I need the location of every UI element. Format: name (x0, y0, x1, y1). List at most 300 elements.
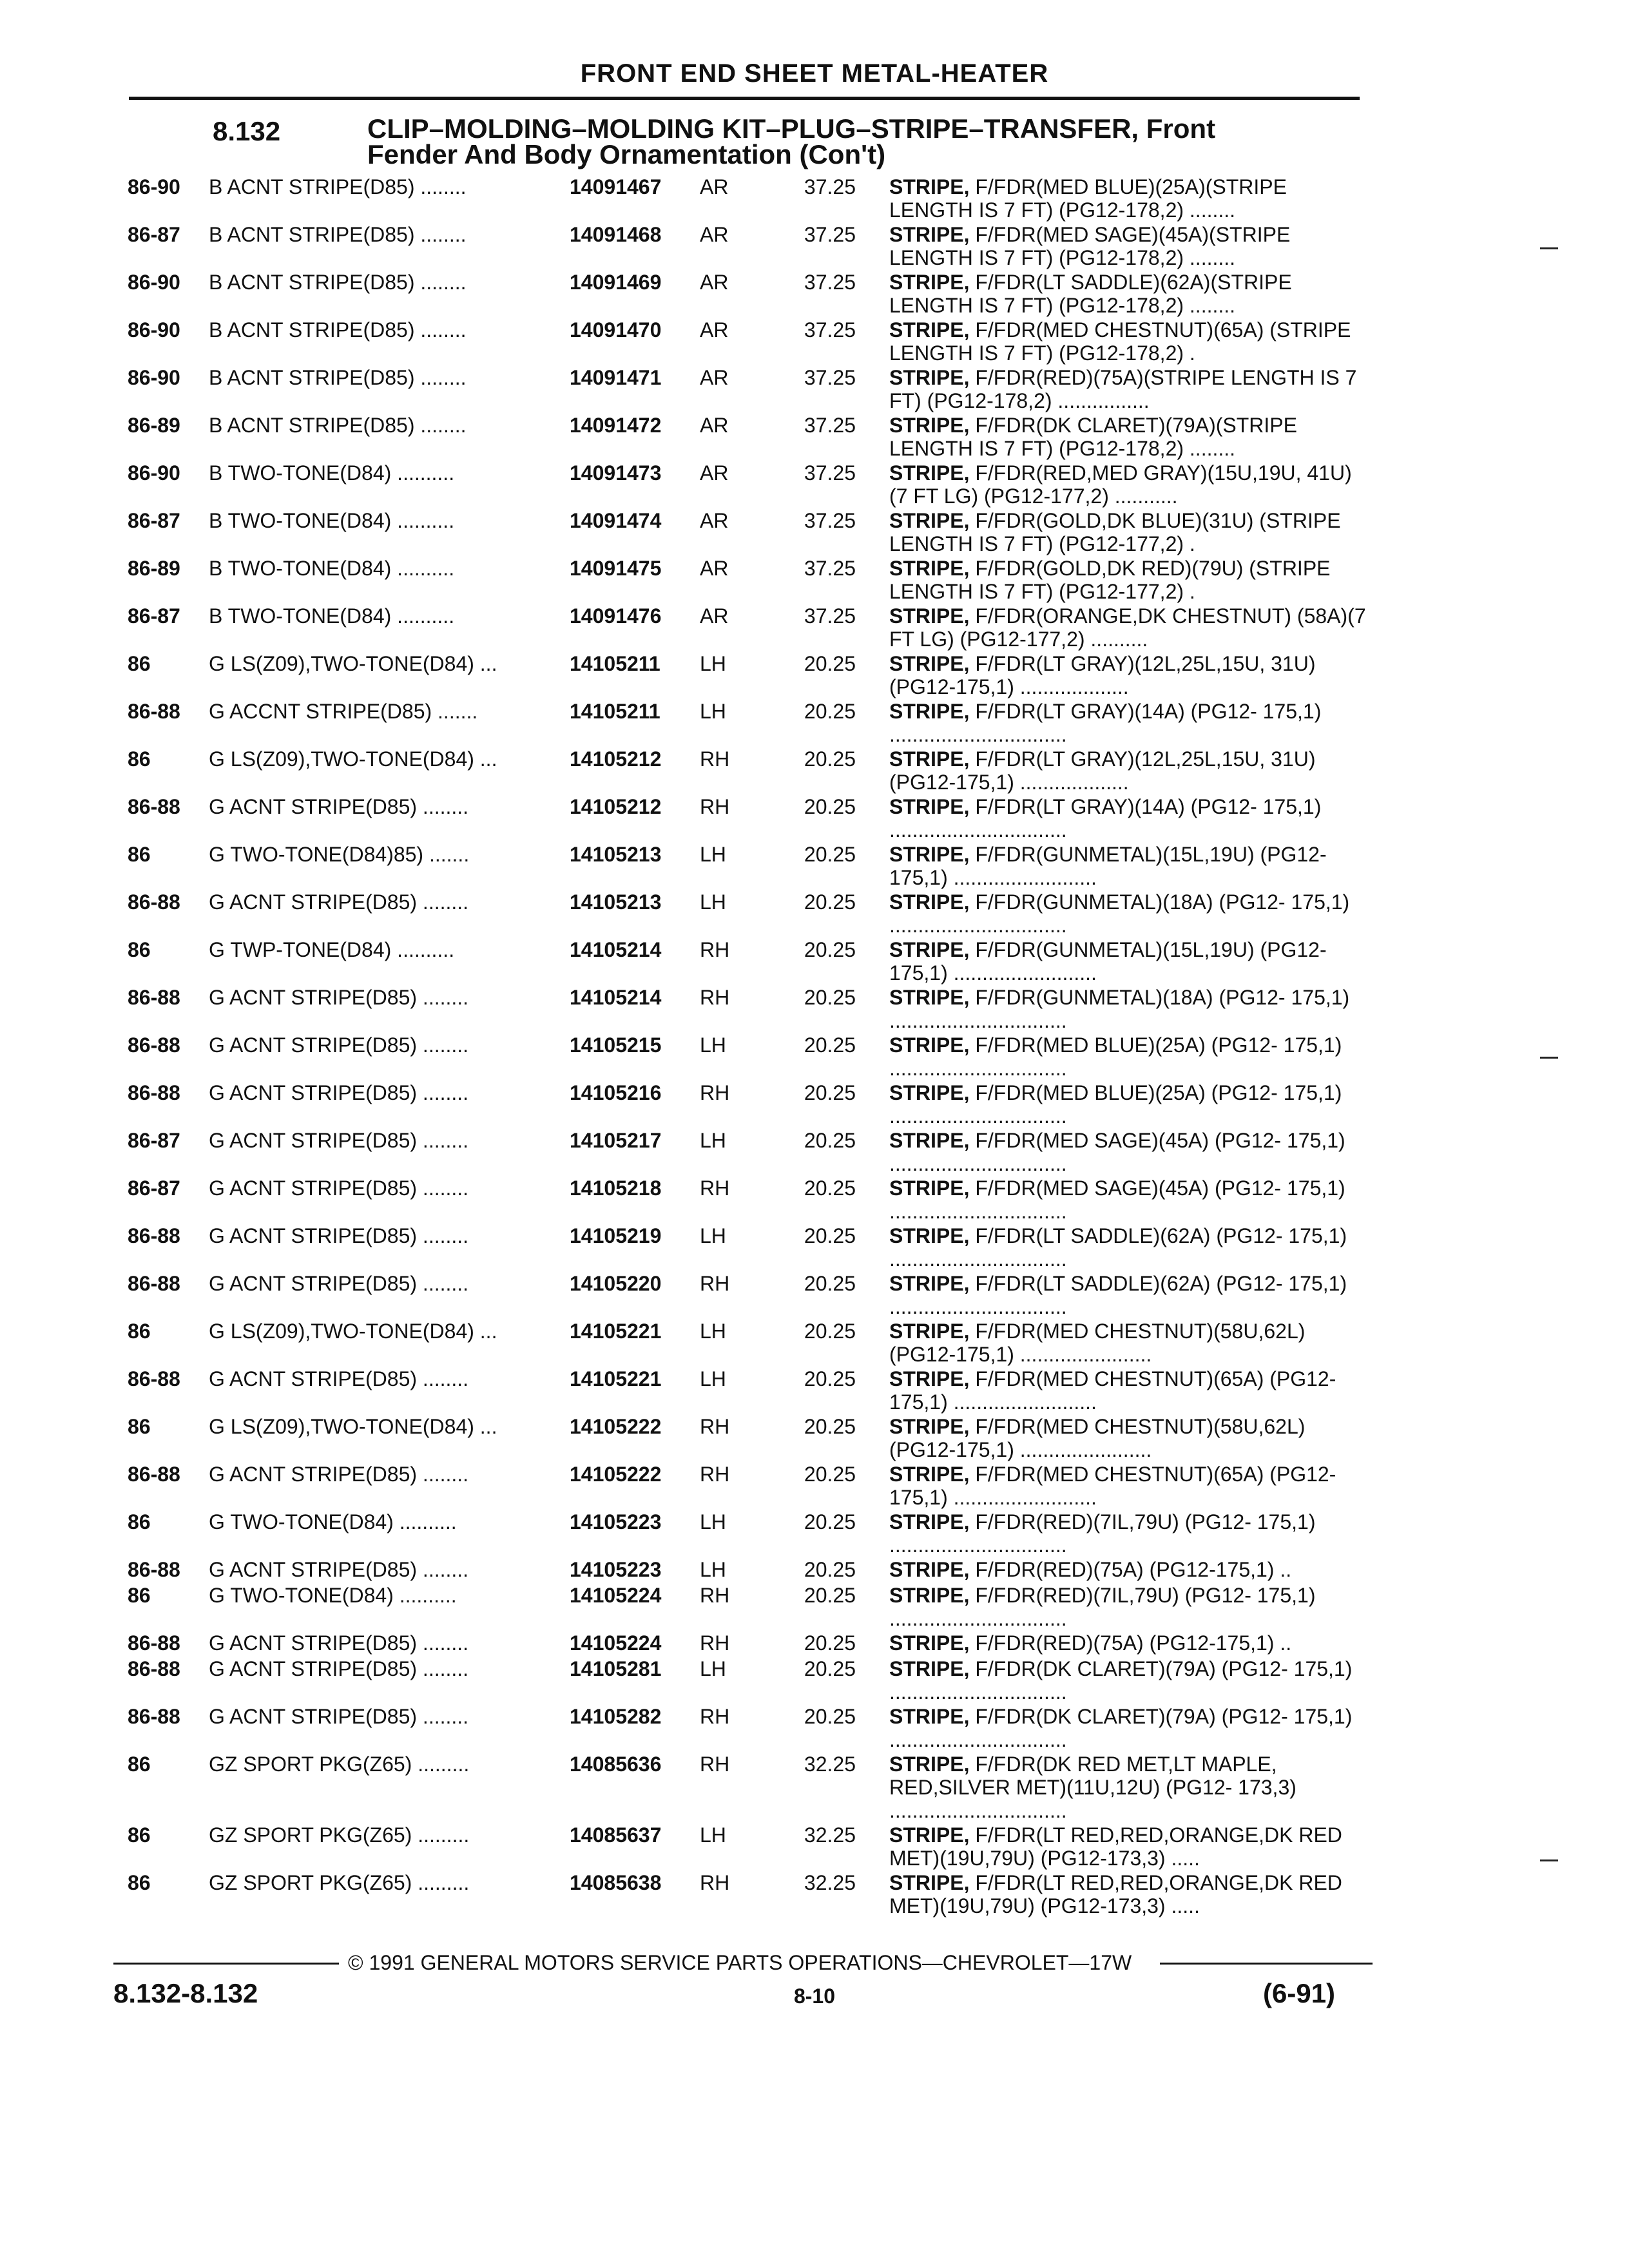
part-description (889, 1224, 1366, 1272)
model-year: 86-88 (128, 890, 180, 914)
part-name: STRIPE, (889, 175, 970, 198)
model-year: 86 (128, 843, 151, 866)
model-year: 86-90 (128, 318, 180, 341)
part-detail: F/FDR(DK RED MET,LT MAPLE, RED,SILVER MET)(11U,12U) (PG12- 173,3) ............................... (889, 1753, 1296, 1822)
part-detail: F/FDR(MED BLUE)(25A) (PG12- 175,1) ............................... (889, 1081, 1342, 1128)
table-row (0, 1033, 1629, 1081)
part-detail: F/FDR(GOLD,DK RED)(79U) (STRIPE LENGTH IS 7 FT) (PG12-177,2) . (889, 557, 1331, 603)
part-detail: F/FDR(MED SAGE)(45A)(STRIPE LENGTH IS 7 FT) (PG12-178,2) ........ (889, 223, 1291, 269)
position: RH (700, 1415, 730, 1438)
part-detail: F/FDR(MED CHESTNUT)(58U,62L) (PG12-175,1) ....................... (889, 1415, 1306, 1461)
application: G LS(Z09),TWO-TONE(D84) ... (209, 747, 497, 771)
position: AR (700, 509, 729, 532)
part-number: 14091472 (570, 414, 662, 437)
part-description (889, 700, 1366, 747)
part-detail: F/FDR(DK CLARET)(79A)(STRIPE LENGTH IS 7 FT) (PG12-178,2) ........ (889, 414, 1297, 460)
part-name: STRIPE, (889, 414, 970, 437)
model-year: 86 (128, 938, 151, 961)
part-description (889, 1463, 1366, 1510)
position: LH (700, 1510, 726, 1533)
position: RH (700, 1871, 730, 1894)
price: 20.25 (804, 938, 856, 961)
part-description (889, 1584, 1366, 1631)
margin-mark (1540, 247, 1558, 249)
part-name: STRIPE, (889, 318, 970, 341)
part-number: 14091471 (570, 366, 662, 389)
table-row (0, 318, 1629, 366)
model-year: 86-87 (128, 509, 180, 532)
position: RH (700, 1705, 730, 1728)
table-row (0, 890, 1629, 938)
part-name: STRIPE, (889, 1129, 970, 1152)
table-row (0, 1558, 1629, 1584)
part-description (889, 175, 1366, 223)
table-row (0, 1367, 1629, 1415)
part-number: 14105221 (570, 1367, 662, 1390)
price: 37.25 (804, 271, 856, 294)
section-title-line-1: CLIP–MOLDING–MOLDING KIT–PLUG–STRIPE–TRANSFER, Front (367, 113, 1216, 144)
part-name: STRIPE, (889, 700, 970, 723)
part-detail: F/FDR(GUNMETAL)(15L,19U) (PG12-175,1) ......................... (889, 938, 1327, 985)
model-year: 86-89 (128, 414, 180, 437)
table-row (0, 700, 1629, 747)
part-number: 14105212 (570, 747, 662, 771)
page-number: 8-10 (793, 1984, 836, 2008)
part-detail: F/FDR(RED)(7IL,79U) (PG12- 175,1) ............................... (889, 1510, 1316, 1557)
part-number: 14105219 (570, 1224, 662, 1247)
table-row (0, 175, 1629, 223)
section-title (367, 113, 1216, 169)
part-name: STRIPE, (889, 938, 970, 961)
price: 37.25 (804, 318, 856, 341)
part-detail: F/FDR(LT GRAY)(14A) (PG12- 175,1) ............................... (889, 700, 1322, 746)
part-number: 14085638 (570, 1871, 662, 1894)
part-number: 14105213 (570, 843, 662, 866)
application: G ACNT STRIPE(D85) ........ (209, 1631, 469, 1655)
part-detail: F/FDR(RED,MED GRAY)(15U,19U, 41U)(7 FT LG) (PG12-177,2) ........... (889, 461, 1352, 508)
part-number: 14105218 (570, 1177, 662, 1200)
table-row (0, 223, 1629, 271)
part-detail: F/FDR(RED)(75A) (PG12-175,1) .. (969, 1558, 1292, 1581)
part-description (889, 1177, 1366, 1224)
position: AR (700, 271, 729, 294)
page-title: FRONT END SHEET METAL-HEATER (580, 59, 1049, 88)
position: AR (700, 223, 729, 246)
price: 20.25 (804, 1705, 856, 1728)
application: B TWO-TONE(D84) .......... (209, 461, 455, 485)
part-name: STRIPE, (889, 843, 970, 866)
table-row (0, 509, 1629, 557)
model-year: 86-88 (128, 1558, 180, 1581)
part-description (889, 1129, 1366, 1177)
position: AR (700, 175, 729, 198)
part-name: STRIPE, (889, 1033, 970, 1057)
model-year: 86 (128, 1415, 151, 1438)
part-description (889, 1510, 1366, 1558)
table-row (0, 1753, 1629, 1823)
price: 20.25 (804, 890, 856, 914)
part-number: 14105214 (570, 938, 662, 961)
price: 20.25 (804, 1129, 856, 1152)
application: B ACNT STRIPE(D85) ........ (209, 366, 467, 389)
part-detail: F/FDR(GUNMETAL)(15L,19U) (PG12-175,1) ......................... (889, 843, 1327, 889)
model-year: 86-88 (128, 1657, 180, 1680)
parts-list (0, 175, 1629, 1919)
part-detail: F/FDR(LT GRAY)(14A) (PG12- 175,1) ............................... (889, 795, 1322, 841)
position: RH (700, 1584, 730, 1607)
application: G ACNT STRIPE(D85) ........ (209, 890, 469, 914)
part-detail: F/FDR(GOLD,DK BLUE)(31U) (STRIPE LENGTH IS 7 FT) (PG12-177,2) . (889, 509, 1341, 555)
part-detail: F/FDR(DK CLARET)(79A) (PG12- 175,1) ............................... (889, 1657, 1353, 1704)
part-number: 14105215 (570, 1033, 662, 1057)
part-name: STRIPE, (889, 1081, 970, 1104)
part-name: STRIPE, (889, 509, 970, 532)
part-detail: F/FDR(MED BLUE)(25A) (PG12- 175,1) ............................... (889, 1033, 1342, 1080)
price: 20.25 (804, 1657, 856, 1680)
part-description (889, 1657, 1366, 1705)
part-number: 14105217 (570, 1129, 662, 1152)
part-description (889, 1753, 1366, 1823)
position: AR (700, 461, 729, 485)
part-name: STRIPE, (889, 1657, 970, 1680)
part-description (889, 1081, 1366, 1129)
application: G ACNT STRIPE(D85) ........ (209, 1033, 469, 1057)
table-row (0, 414, 1629, 461)
application: G LS(Z09),TWO-TONE(D84) ... (209, 1320, 497, 1343)
footer-rule-right (1160, 1963, 1373, 1965)
title-rule (129, 97, 1360, 100)
model-year: 86 (128, 1823, 151, 1847)
price: 37.25 (804, 509, 856, 532)
part-name: STRIPE, (889, 1753, 970, 1776)
position: LH (700, 1224, 726, 1247)
model-year: 86 (128, 1320, 151, 1343)
application: G TWP-TONE(D84) .......... (209, 938, 455, 961)
part-name: STRIPE, (889, 1584, 970, 1607)
table-row (0, 1272, 1629, 1320)
position: LH (700, 843, 726, 866)
price: 20.25 (804, 747, 856, 771)
part-description (889, 271, 1366, 318)
position: RH (700, 1753, 730, 1776)
part-name: STRIPE, (889, 795, 970, 818)
part-detail: F/FDR(LT GRAY)(12L,25L,15U, 31U) (PG12-175,1) ................... (889, 747, 1316, 794)
part-number: 14105220 (570, 1272, 662, 1295)
table-row (0, 1705, 1629, 1753)
part-detail: F/FDR(LT RED,RED,ORANGE,DK RED MET)(19U,79U) (PG12-173,3) ..... (889, 1871, 1342, 1917)
table-row (0, 1871, 1629, 1919)
part-description (889, 986, 1366, 1033)
application: G ACNT STRIPE(D85) ........ (209, 1224, 469, 1247)
price: 20.25 (804, 1224, 856, 1247)
application: G ACNT STRIPE(D85) ........ (209, 1129, 469, 1152)
application: GZ SPORT PKG(Z65) ......... (209, 1871, 470, 1894)
part-description (889, 414, 1366, 461)
part-detail: F/FDR(ORANGE,DK CHESTNUT) (58A)(7 FT LG) (PG12-177,2) .......... (889, 604, 1366, 651)
part-number: 14105224 (570, 1631, 662, 1655)
position: LH (700, 1033, 726, 1057)
model-year: 86-88 (128, 795, 180, 818)
part-number: 14105224 (570, 1584, 662, 1607)
application: B ACNT STRIPE(D85) ........ (209, 175, 467, 198)
part-detail: F/FDR(GUNMETAL)(18A) (PG12- 175,1) ............................... (889, 986, 1350, 1032)
application: G LS(Z09),TWO-TONE(D84) ... (209, 652, 497, 675)
part-name: STRIPE, (889, 1177, 970, 1200)
model-year: 86-90 (128, 366, 180, 389)
position: AR (700, 318, 729, 341)
part-description (889, 795, 1366, 843)
part-name: STRIPE, (889, 890, 970, 914)
table-row (0, 557, 1629, 604)
table-row (0, 1081, 1629, 1129)
part-description (889, 366, 1366, 414)
part-description (889, 1033, 1366, 1081)
application: B ACNT STRIPE(D85) ........ (209, 318, 467, 341)
application: G TWO-TONE(D84) .......... (209, 1510, 457, 1533)
position: LH (700, 700, 726, 723)
application: G ACCNT STRIPE(D85) ....... (209, 700, 478, 723)
price: 20.25 (804, 1584, 856, 1607)
model-year: 86-88 (128, 1367, 180, 1390)
application: B TWO-TONE(D84) .......... (209, 509, 455, 532)
part-description (889, 1272, 1366, 1320)
position: RH (700, 1272, 730, 1295)
application: G ACNT STRIPE(D85) ........ (209, 1081, 469, 1104)
application: G ACNT STRIPE(D85) ........ (209, 1463, 469, 1486)
model-year: 86-88 (128, 1463, 180, 1486)
table-row (0, 986, 1629, 1033)
part-number: 14105211 (570, 652, 660, 675)
price: 37.25 (804, 175, 856, 198)
part-description (889, 1415, 1366, 1463)
part-name: STRIPE, (889, 986, 970, 1009)
application: B ACNT STRIPE(D85) ........ (209, 414, 467, 437)
price: 20.25 (804, 652, 856, 675)
position: LH (700, 1823, 726, 1847)
revision-date: (6-91) (1263, 1978, 1336, 2008)
table-row (0, 938, 1629, 986)
part-number: 14105223 (570, 1510, 662, 1533)
part-name: STRIPE, (889, 1558, 970, 1581)
part-number: 14091468 (570, 223, 662, 246)
part-number: 14091475 (570, 557, 662, 580)
part-number: 14105212 (570, 795, 662, 818)
position: LH (700, 1129, 726, 1152)
table-row (0, 271, 1629, 318)
part-name: STRIPE, (889, 1367, 970, 1390)
part-description (889, 604, 1366, 652)
position: RH (700, 1631, 730, 1655)
margin-mark (1540, 1057, 1558, 1059)
application: G ACNT STRIPE(D85) ........ (209, 1558, 469, 1581)
part-detail: F/FDR(MED BLUE)(25A)(STRIPE LENGTH IS 7 FT) (PG12-178,2) ........ (889, 175, 1287, 222)
part-description (889, 747, 1366, 795)
part-number: 14091473 (570, 461, 662, 485)
position: AR (700, 414, 729, 437)
table-row (0, 1415, 1629, 1463)
part-name: STRIPE, (889, 1272, 970, 1295)
part-number: 14105213 (570, 890, 662, 914)
part-number: 14091476 (570, 604, 662, 628)
part-detail: F/FDR(LT RED,RED,ORANGE,DK RED MET)(19U,79U) (PG12-173,3) ..... (889, 1823, 1342, 1870)
part-description (889, 1871, 1366, 1919)
model-year: 86-90 (128, 461, 180, 485)
application: G TWO-TONE(D84)85) ....... (209, 843, 470, 866)
price: 20.25 (804, 1463, 856, 1486)
part-name: STRIPE, (889, 366, 970, 389)
position: RH (700, 1081, 730, 1104)
application: G ACNT STRIPE(D85) ........ (209, 1705, 469, 1728)
part-name: STRIPE, (889, 604, 970, 628)
part-detail: F/FDR(LT SADDLE)(62A) (PG12- 175,1) ............................... (889, 1224, 1347, 1271)
part-description (889, 843, 1366, 890)
table-row (0, 1463, 1629, 1510)
price: 20.25 (804, 843, 856, 866)
model-year: 86 (128, 1584, 151, 1607)
copyright-notice: © 1991 GENERAL MOTORS SERVICE PARTS OPERATIONS—CHEVROLET—17W (348, 1951, 1132, 1974)
part-name: STRIPE, (889, 461, 970, 485)
application: G LS(Z09),TWO-TONE(D84) ... (209, 1415, 497, 1438)
price: 32.25 (804, 1753, 856, 1776)
table-row (0, 795, 1629, 843)
margin-mark (1540, 1860, 1558, 1861)
price: 20.25 (804, 1415, 856, 1438)
position: LH (700, 1367, 726, 1390)
part-detail: F/FDR(RED)(7IL,79U) (PG12- 175,1) ............................... (889, 1584, 1316, 1630)
model-year: 86 (128, 1510, 151, 1533)
application: G TWO-TONE(D84) .......... (209, 1584, 457, 1607)
part-description (889, 1320, 1366, 1367)
table-row (0, 1129, 1629, 1177)
part-description (889, 890, 1366, 938)
part-name: STRIPE, (889, 1871, 970, 1894)
application: G ACNT STRIPE(D85) ........ (209, 1657, 469, 1680)
price: 20.25 (804, 1367, 856, 1390)
application: G ACNT STRIPE(D85) ........ (209, 1272, 469, 1295)
model-year: 86-88 (128, 700, 180, 723)
model-year: 86 (128, 1753, 151, 1776)
position: LH (700, 1320, 726, 1343)
model-year: 86-90 (128, 271, 180, 294)
table-row (0, 1631, 1629, 1657)
model-year: 86-88 (128, 1033, 180, 1057)
price: 20.25 (804, 700, 856, 723)
part-number: 14105223 (570, 1558, 662, 1581)
part-description (889, 223, 1366, 271)
table-row (0, 843, 1629, 890)
part-number: 14105214 (570, 986, 662, 1009)
part-detail: F/FDR(MED CHESTNUT)(65A) (PG12-175,1) ......................... (889, 1367, 1336, 1414)
position: AR (700, 366, 729, 389)
part-detail: F/FDR(RED)(75A)(STRIPE LENGTH IS 7 FT) (PG12-178,2) ................ (889, 366, 1357, 412)
model-year: 86-87 (128, 223, 180, 246)
part-number: 14105222 (570, 1463, 662, 1486)
position: AR (700, 604, 729, 628)
application: B TWO-TONE(D84) .......... (209, 604, 455, 628)
part-description (889, 1705, 1366, 1753)
part-description (889, 557, 1366, 604)
table-row (0, 1584, 1629, 1631)
price: 37.25 (804, 414, 856, 437)
section-range: 8.132-8.132 (113, 1978, 258, 2008)
model-year: 86-87 (128, 604, 180, 628)
part-name: STRIPE, (889, 1224, 970, 1247)
part-number: 14105216 (570, 1081, 662, 1104)
position: RH (700, 795, 730, 818)
position: LH (700, 652, 726, 675)
part-name: STRIPE, (889, 1415, 970, 1438)
part-description (889, 509, 1366, 557)
part-number: 14091474 (570, 509, 662, 532)
table-row (0, 604, 1629, 652)
part-number: 14085636 (570, 1753, 662, 1776)
table-row (0, 1657, 1629, 1705)
application: B ACNT STRIPE(D85) ........ (209, 223, 467, 246)
price: 37.25 (804, 366, 856, 389)
part-detail: F/FDR(MED SAGE)(45A) (PG12- 175,1) ............................... (889, 1177, 1345, 1223)
price: 20.25 (804, 1320, 856, 1343)
part-number: 14091470 (570, 318, 662, 341)
price: 20.25 (804, 1558, 856, 1581)
price: 20.25 (804, 1272, 856, 1295)
table-row (0, 747, 1629, 795)
part-detail: F/FDR(LT SADDLE)(62A) (PG12- 175,1) ............................... (889, 1272, 1347, 1318)
part-detail: F/FDR(MED CHESTNUT)(65A) (PG12-175,1) ......................... (889, 1463, 1336, 1509)
table-row (0, 1224, 1629, 1272)
part-name: STRIPE, (889, 223, 970, 246)
model-year: 86-88 (128, 1705, 180, 1728)
table-row (0, 1823, 1629, 1871)
price: 20.25 (804, 1033, 856, 1057)
application: B TWO-TONE(D84) .......... (209, 557, 455, 580)
model-year: 86-87 (128, 1129, 180, 1152)
price: 37.25 (804, 461, 856, 485)
part-name: STRIPE, (889, 1463, 970, 1486)
application: B ACNT STRIPE(D85) ........ (209, 271, 467, 294)
table-row (0, 1510, 1629, 1558)
price: 32.25 (804, 1871, 856, 1894)
application: G ACNT STRIPE(D85) ........ (209, 1177, 469, 1200)
part-detail: F/FDR(MED CHESTNUT)(65A) (STRIPE LENGTH IS 7 FT) (PG12-178,2) . (889, 318, 1351, 365)
model-year: 86 (128, 1871, 151, 1894)
position: LH (700, 1657, 726, 1680)
model-year: 86-90 (128, 175, 180, 198)
price: 37.25 (804, 604, 856, 628)
part-detail: F/FDR(MED SAGE)(45A) (PG12- 175,1) ............................... (889, 1129, 1345, 1175)
price: 20.25 (804, 986, 856, 1009)
price: 20.25 (804, 1081, 856, 1104)
position: RH (700, 1463, 730, 1486)
footer-rule-left (113, 1963, 339, 1965)
part-number: 14085637 (570, 1823, 662, 1847)
model-year: 86-88 (128, 1081, 180, 1104)
part-number: 14091467 (570, 175, 662, 198)
position: RH (700, 986, 730, 1009)
price: 20.25 (804, 1631, 856, 1655)
position: LH (700, 1558, 726, 1581)
position: LH (700, 890, 726, 914)
price: 20.25 (804, 1510, 856, 1533)
table-row (0, 1320, 1629, 1367)
part-detail: F/FDR(MED CHESTNUT)(58U,62L) (PG12-175,1) ....................... (889, 1320, 1306, 1366)
model-year: 86 (128, 747, 151, 771)
model-year: 86-88 (128, 1224, 180, 1247)
part-detail: F/FDR(LT SADDLE)(62A)(STRIPE LENGTH IS 7 FT) (PG12-178,2) ........ (889, 271, 1292, 317)
part-description (889, 1823, 1366, 1871)
part-name: STRIPE, (889, 1631, 970, 1655)
model-year: 86-88 (128, 1631, 180, 1655)
part-name: STRIPE, (889, 1510, 970, 1533)
